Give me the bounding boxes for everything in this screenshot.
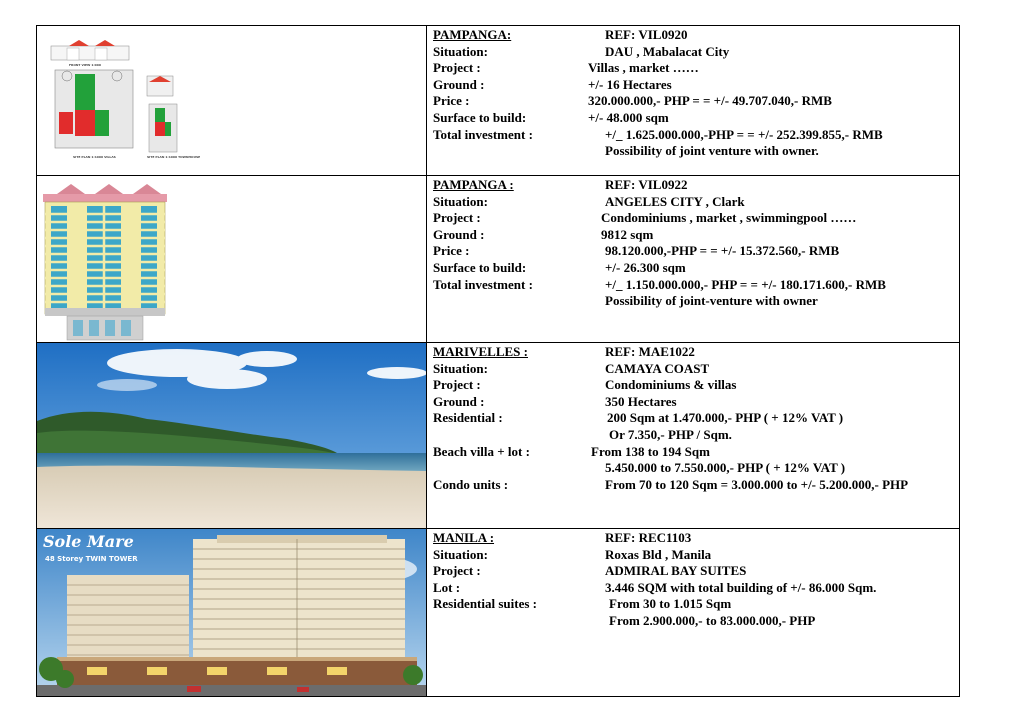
field-label: Situation: <box>433 360 488 376</box>
listing-row <box>37 343 959 529</box>
listing-row <box>37 529 959 696</box>
condo-building-image <box>37 176 426 342</box>
region-label: MANILA : <box>433 530 495 545</box>
field-label: Beach villa + lot : <box>433 443 530 459</box>
site-plan-drawing <box>37 26 427 175</box>
field-value: Condominiums & villas <box>605 377 737 393</box>
field-value: 350 Hectares <box>605 393 677 409</box>
listing-row <box>37 176 959 343</box>
field-label: Price : <box>433 243 470 259</box>
field-value: Condominiums , market , swimmingpool …… <box>601 210 857 226</box>
field-value: From 2.900.000,- to 83.000.000,- PHP <box>609 612 816 628</box>
reference-code: REF: REC1103 <box>605 530 692 545</box>
listing-details <box>433 27 955 160</box>
field-label: Project : <box>433 60 481 76</box>
listing-details <box>433 344 955 493</box>
field-value: From 30 to 1.015 Sqm <box>609 596 732 612</box>
field-value: CAMAYA COAST <box>605 360 710 376</box>
caption-front-view: FRONT VIEW 1:000 <box>69 63 101 67</box>
field-label: Residential suites : <box>433 596 537 612</box>
beach-image <box>37 343 426 528</box>
brand-logo-text: Sole Mare <box>43 532 134 551</box>
field-label: Total investment : <box>433 276 533 292</box>
twin-tower-image <box>37 529 426 696</box>
site-plan-image <box>37 26 426 175</box>
field-value: 9812 sqm <box>601 226 654 242</box>
twin-tower-photo <box>37 529 427 696</box>
field-value: DAU , Mabalacat City <box>605 43 730 59</box>
field-label: Condo units : <box>433 476 509 492</box>
listing-header <box>433 27 955 44</box>
field-value: +/- 48.000 sqm <box>588 109 669 125</box>
listing-header <box>433 344 955 361</box>
field-value: 200 Sqm at 1.470.000,- PHP ( + 12% VAT ) <box>607 410 844 426</box>
field-value: Or 7.350,- PHP / Sqm. <box>609 426 732 442</box>
reference-code: REF: VIL0920 <box>605 27 688 42</box>
listings-table <box>36 25 960 697</box>
caption-villas: SITE PLAN 1:1000 VILLAS <box>73 155 116 159</box>
field-label: Ground : <box>433 393 485 409</box>
field-value: Roxas Bld , Manila <box>605 546 712 562</box>
field-value: Possibility of joint venture with owner. <box>605 143 819 159</box>
field-value: From 138 to 194 Sqm <box>591 443 710 459</box>
field-label: Project : <box>433 563 481 579</box>
reference-code: REF: MAE1022 <box>605 344 695 359</box>
field-value: +/_ 1.150.000.000,- PHP = = +/- 180.171.600,- RMB <box>605 276 886 292</box>
field-label: Lot : <box>433 579 461 595</box>
listing-details <box>433 530 955 630</box>
field-label: Situation: <box>433 546 488 562</box>
listing-details <box>433 177 955 310</box>
listing-row <box>37 26 959 176</box>
condo-building-rendering <box>37 176 427 342</box>
field-label: Situation: <box>433 43 488 59</box>
reference-code: REF: VIL0922 <box>605 177 688 192</box>
region-label: PAMPANGA: <box>433 27 512 42</box>
field-value: +/- 26.300 sqm <box>605 259 686 275</box>
field-label: Total investment : <box>433 126 533 142</box>
field-value: From 70 to 120 Sqm = 3.000.000 to +/- 5.200.000,- PHP <box>605 476 909 492</box>
beach-photo <box>37 343 427 528</box>
field-label: Price : <box>433 93 470 109</box>
field-label: Surface to build: <box>433 109 527 125</box>
field-value: ANGELES CITY , Clark <box>605 193 745 209</box>
field-label: Project : <box>433 377 481 393</box>
field-value: ADMIRAL BAY SUITES <box>605 563 747 579</box>
listing-header <box>433 530 955 547</box>
listing-header <box>433 177 955 194</box>
brand-subtitle: 48 Storey TWIN TOWER <box>45 555 138 563</box>
field-value: Possibility of joint-venture with owner <box>605 293 818 309</box>
caption-townhouse: SITE PLAN 1:1000 TOWNHOUSE <box>147 155 201 159</box>
field-label: Residential : <box>433 410 503 426</box>
field-label: Ground : <box>433 226 485 242</box>
field-label: Surface to build: <box>433 259 527 275</box>
field-label: Ground : <box>433 76 485 92</box>
field-label: Situation: <box>433 193 488 209</box>
region-label: MARIVELLES : <box>433 344 528 359</box>
field-value: 5.450.000 to 7.550.000,- PHP ( + 12% VAT ) <box>605 460 846 476</box>
field-value: 320.000.000,- PHP = = +/- 49.707.040,- RMB <box>588 93 832 109</box>
field-value: +/_ 1.625.000.000,-PHP = = +/- 252.399.855,- RMB <box>605 126 883 142</box>
region-label: PAMPANGA : <box>433 177 514 192</box>
field-value: 3.446 SQM with total building of +/- 86.000 Sqm. <box>605 579 877 595</box>
field-label: Project : <box>433 210 481 226</box>
field-value: Villas , market …… <box>588 60 699 76</box>
field-value: 98.120.000,-PHP = = +/- 15.372.560,- RMB <box>605 243 840 259</box>
field-value: +/- 16 Hectares <box>588 76 672 92</box>
